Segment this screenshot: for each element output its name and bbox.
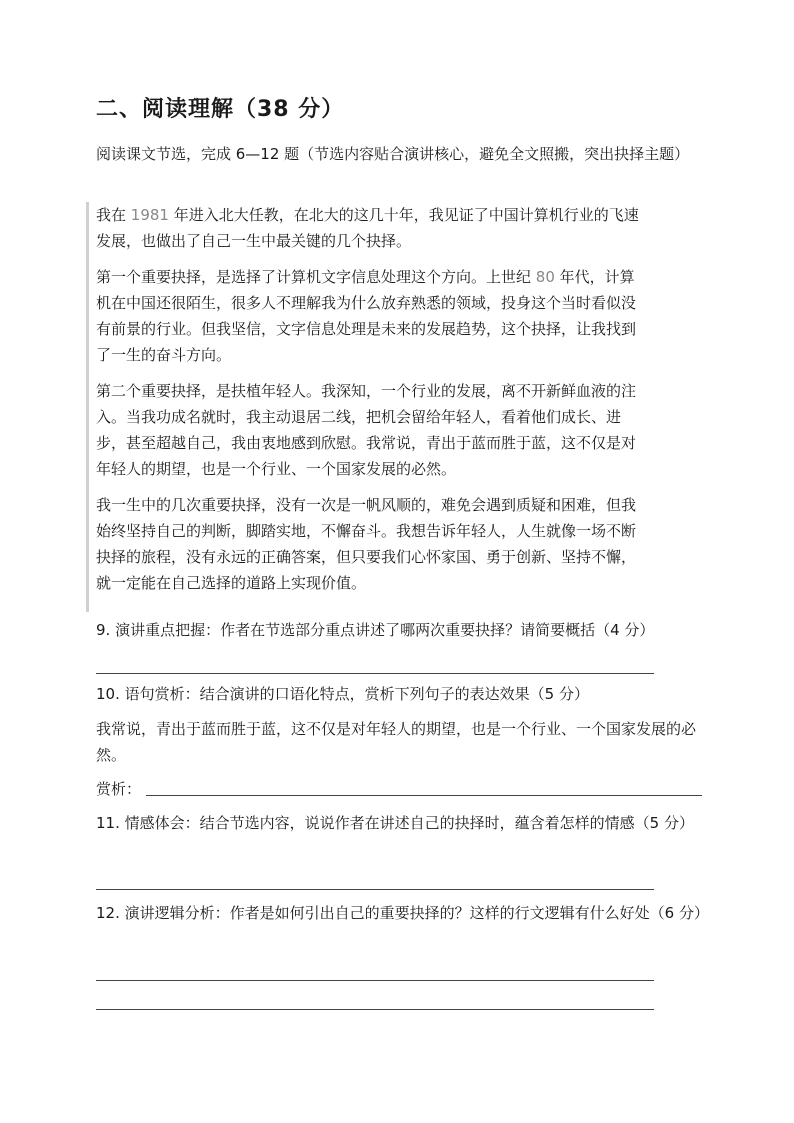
answer-line-q11[interactable] [96,889,654,890]
question-12: 12. 演讲逻辑分析：作者是如何引出自己的重要抉择的？这样的行文逻辑有什么好处（6 分） [96,904,709,922]
answer-line-q12-1[interactable] [96,980,654,981]
passage-paragraph-3: 第二个重要抉择，是扶植年轻人。我深知，一个行业的发展，离不开新鲜血液的注入。当我功成名就时，我主动退居二线，把机会留给年轻人，看着他们成长、进步，甚至超越自己，我由衷地感到欣慰。我常说，青出于蓝而胜于蓝，这不仅是对年轻人的期望，也是一个行业、一个国家发展的必然。 [96,382,637,478]
answer-line-q12-2[interactable] [96,1009,654,1010]
section-title: 二、阅读理解（38 分） [96,97,345,122]
reading-instructions: 阅读课文节选，完成 6—12 题（节选内容贴合演讲核心，避免全文照搬，突出抉择主题） [96,145,690,163]
passage-paragraph-1: 我在 1981 年进入北大任教，在北大的这几十年，我见证了中国计算机行业的飞速发展，也做出了自己一生中最关键的几个抉择。 [96,206,639,250]
question-10: 10. 语句赏析：结合演讲的口语化特点，赏析下列句子的表达效果（5 分） [96,685,589,703]
passage-paragraph-4: 我一生中的几次重要抉择，没有一次是一帆风顺的，难免会遇到质疑和困难，但我始终坚持自己的判断，脚踏实地，不懈奋斗。我想告诉年轻人，人生就像一场不断抉择的旅程，没有永远的正确答案，但只要我们心怀家国、勇于创新、坚持不懈，就一定能在自己选择的道路上实现价值。 [96,496,637,592]
question-10-sentence: 我常说，青出于蓝而胜于蓝，这不仅是对年轻人的期望，也是一个行业、一个国家发展的必然。 [96,720,697,764]
question-9: 9. 演讲重点把握：作者在节选部分重点讲述了哪两次重要抉择？请简要概括（4 分） [96,621,655,639]
passage-paragraph-2: 第一个重要抉择，是选择了计算机文字信息处理这个方向。上世纪 80 年代，计算机在中国还很陌生，很多人不理解我为什么放弃熟悉的领域，投身这个当时看似没有前景的行业。但我坚信，文字信息处理是未来的发展趋势，这个抉择，让我找到了一生的奋斗方向。 [96,268,637,364]
passage-quote-block [86,202,656,612]
question-11: 11. 情感体会：结合节选内容，说说作者在讲述自己的抉择时，蕴含着怎样的情感（5 分） [96,814,694,832]
answer-line-q9[interactable] [96,673,654,674]
answer-line-q10[interactable] [146,795,702,796]
appreciation-label: 赏析： [96,780,142,798]
